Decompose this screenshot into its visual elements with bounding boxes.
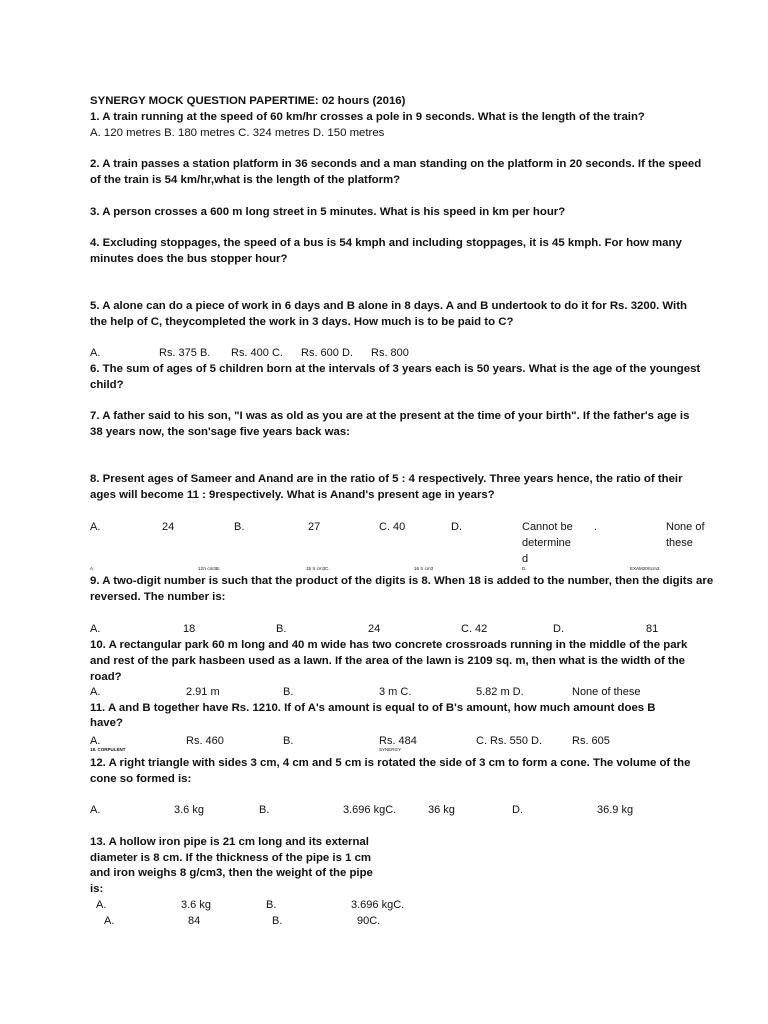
tiny-note: EXAM20πcm3 [630,566,660,571]
question-12-option: D. [512,804,523,816]
question-13-option: B. [272,915,283,927]
question-12-option: 36.9 kg [597,804,634,816]
question-10-option: None of these [572,686,641,698]
question-8-line-2: ages will become 11 : 9respectively. What is Anand's present age in years? [90,489,495,501]
question-8-option: C. 40 [379,521,406,533]
question-13-line-4: is: [90,883,104,895]
question-13-option: A. [96,899,107,911]
question-8-option: None of [666,521,705,533]
question-13-line-1: 13. A hollow iron pipe is 21 cm long and its external [90,836,369,848]
question-8-option: these [666,537,693,549]
question-10-line-2: and rest of the park hasbeen used as a lawn. If the area of the lawn is 2109 sq. m, then what is the width of the [90,655,685,667]
question-9-option: A. [90,623,101,635]
question-13-option: 3.696 kgC. [351,899,405,911]
tiny-note: 16 π cm3 [414,566,434,571]
question-9-option: 81 [646,623,659,635]
question-13-option: B. [266,899,277,911]
question-10-option: 3 m C. [379,686,412,698]
question-9-option: D. [553,623,564,635]
question-10-option: B. [283,686,294,698]
question-6-line-1: 6. The sum of ages of 5 children born at the intervals of 3 years each is 50 years. What is the age of the youngest [90,363,701,375]
question-5-option: A. [90,347,101,359]
tiny-note: 12π cm3B. [198,566,221,571]
question-13-line-2: diameter is 8 cm. If the thickness of the pipe is 1 cm [90,852,372,864]
question-5-line-1: 5. A alone can do a piece of work in 6 days and B alone in 8 days. A and B undertook to do it for Rs. 3200. With [90,300,687,312]
question-10-option: A. [90,686,101,698]
question-11-line-2: have? [90,717,123,729]
question-8-option: D. [451,521,462,533]
question-7-line-2: 38 years now, the son'sage five years back was: [90,426,350,438]
question-11-option: C. Rs. 550 D. [476,735,543,747]
question-5-option: Rs. 800 [371,347,409,359]
question-8-option: determine [522,537,571,549]
question-9-option: C. 42 [461,623,488,635]
question-2-line-1: 2. A train passes a station platform in 36 seconds and a man standing on the platform in 20 seconds. If the speed [90,158,702,170]
question-11-option: Rs. 460 [186,735,224,747]
question-1-text: 1. A train running at the speed of 60 km/hr crosses a pole in 9 seconds. What is the length of the train? [90,111,645,123]
question-8-line-1: 8. Present ages of Sameer and Anand are in the ratio of 5 : 4 respectively. Three years hence, the ratio of their [90,473,683,485]
question-4-line-2: minutes does the bus stopper hour? [90,253,288,265]
question-8-option: . [594,521,598,533]
question-12-line-1: 12. A right triangle with sides 3 cm, 4 cm and 5 cm is rotated the side of 3 cm to form a cone. The volume of the [90,757,691,769]
question-8-option: d [522,553,529,565]
question-11-option: A. [90,735,101,747]
question-13-option: 3.6 kg [181,899,211,911]
question-13-line-3: and iron weighs 8 g/cm3, then the weight of the pipe [90,867,373,879]
question-9-option: 24 [368,623,381,635]
question-5-option: Rs. 600 D. [301,347,353,359]
question-6-line-2: child? [90,379,124,391]
question-11-option: Rs. 605 [572,735,610,747]
tiny-note: D. [522,566,527,571]
question-11-option: Rs. 484 [379,735,417,747]
tiny-note: SYNERGY [379,747,402,752]
question-13-option: A. [104,915,115,927]
question-11-line-1: 11. A and B together have Rs. 1210. If of A's amount is equal to of B's amount, how much amount does B [90,702,656,714]
question-5-option: Rs. 400 C. [231,347,283,359]
question-12-option: A. [90,804,101,816]
question-9-line-2: reversed. The number is: [90,591,226,603]
question-8-option: B. [234,521,245,533]
paper-title: SYNERGY MOCK QUESTION PAPERTIME: 02 hours (2016) [90,95,406,107]
question-9-option: B. [276,623,287,635]
question-10-option: 2.91 m [186,686,220,698]
question-5-option: Rs. 375 B. [159,347,211,359]
question-7-line-1: 7. A father said to his son, "I was as old as you are at the present at the time of your birth". If the father's age is [90,410,690,422]
tiny-note: 15 π cm3C. [306,566,330,571]
question-1-options: A. 120 metres B. 180 metres C. 324 metres D. 150 metres [90,127,385,139]
question-12-option: 36 kg [428,804,455,816]
question-9-option: 18 [183,623,196,635]
question-10-line-1: 10. A rectangular park 60 m long and 40 m wide has two concrete crossroads running in the middle of the park [90,639,688,651]
question-8-option: 27 [308,521,321,533]
question-12-option: 3.696 kgC. [343,804,397,816]
question-12-option: B. [259,804,270,816]
question-13-option: 84 [188,915,201,927]
question-13-option: 90C. [357,915,381,927]
question-10-line-3: road? [90,671,122,683]
question-12-line-2: cone so formed is: [90,773,192,785]
question-4-line-1: 4. Excluding stoppages, the speed of a bus is 54 kmph and including stoppages, it is 45 kmph. For how many [90,237,682,249]
question-5-line-2: the help of C, theycompleted the work in 3 days. How much is to be paid to C? [90,316,514,328]
question-12-option: 3.6 kg [174,804,204,816]
question-9-line-1: 9. A two-digit number is such that the product of the digits is 8. When 18 is added to the number, then the digits are [90,575,714,587]
question-3-text: 3. A person crosses a 600 m long street in 5 minutes. What is his speed in km per hour? [90,206,566,218]
tiny-note: 18. CORPULENT [90,747,126,752]
question-11-option: B. [283,735,294,747]
question-8-option: A. [90,521,101,533]
tiny-note: A. [90,566,95,571]
question-2-line-2: of the train is 54 km/hr,what is the length of the platform? [90,174,401,186]
question-8-option: 24 [162,521,175,533]
question-8-option: Cannot be [522,521,573,533]
question-10-option: 5.82 m D. [476,686,524,698]
